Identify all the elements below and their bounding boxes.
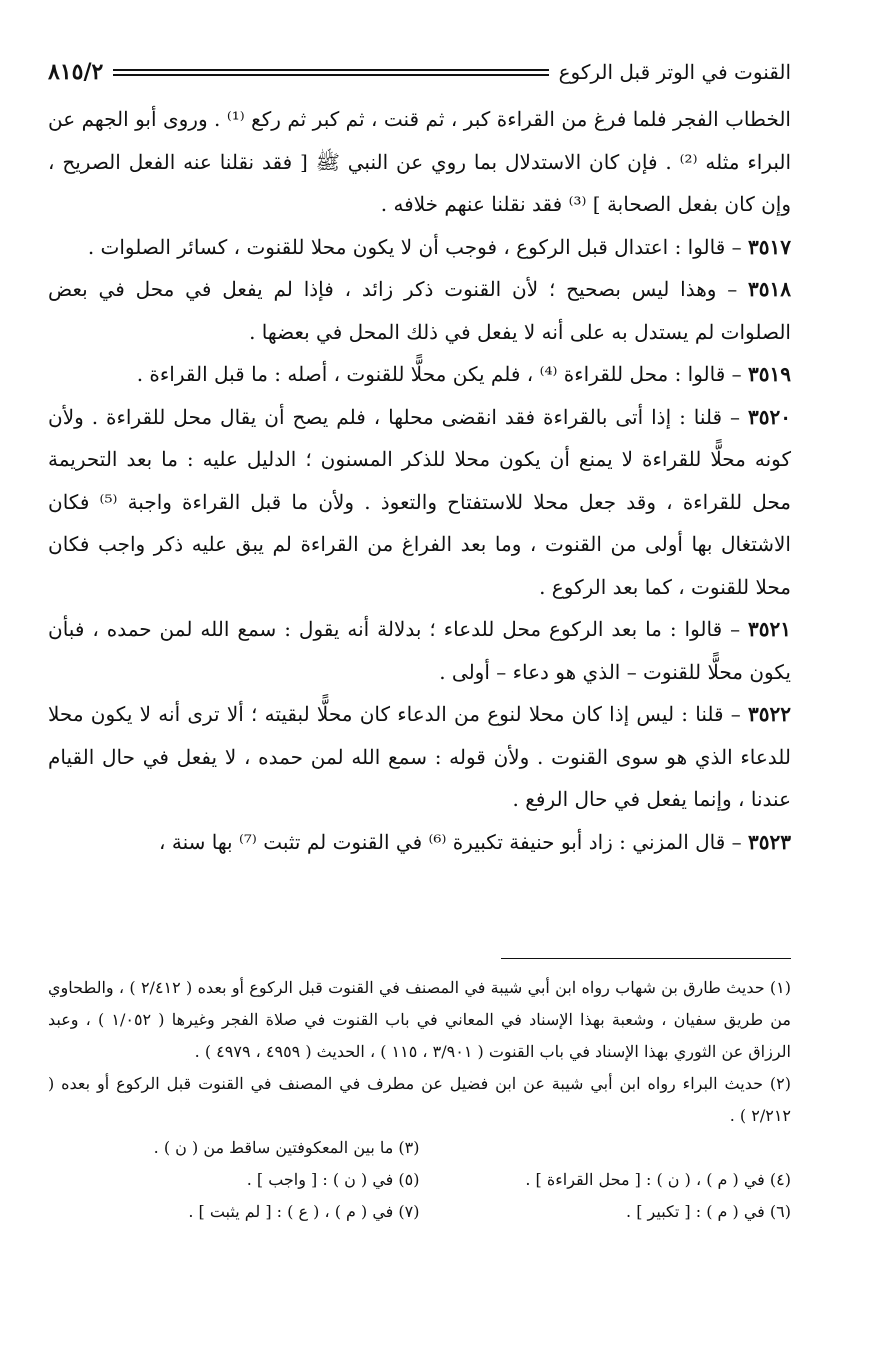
paragraph	[48, 608, 791, 693]
footnote: (٤) في ( م ) ، ( ن ) : [ محل القراءة ] .	[525, 1170, 791, 1189]
paragraph	[48, 821, 791, 864]
header-title: القنوت في الوتر قبل الركوع	[558, 60, 791, 84]
footnote: (٧) في ( م ) ، ( ع ) : [ لم يثبت ] .	[188, 1202, 420, 1221]
paragraph-number: ٣٥٢١	[748, 617, 792, 641]
footnote-row	[48, 1164, 791, 1196]
footnote-separator	[501, 958, 791, 959]
footnote-row	[48, 1132, 791, 1164]
paragraph-text: الخطاب الفجر فلما فرغ من القراءة كبر ، ثم قنت ، ثم كبر ثم ركع ⁽¹⁾ . وروى أبو الجهم عن البراء مثله ⁽²⁾ . فإن كان الاستدلال بما روي عن النبي ﷺ [ فقد نقلنا عنه الفعل الصريح ، وإن كان بفعل الصحابة ] ⁽³⁾ فقد نقلنا عنهم خلافه .	[48, 107, 792, 216]
paragraph-text: – وهذا ليس بصحيح ؛ لأن القنوت ذكر زائد ، فإذا لم يفعل في محل في بعض الصلوات لم يستدل به على أنه لا يفعل في ذلك المحل في بعضها .	[48, 277, 791, 344]
paragraph	[48, 396, 791, 609]
paragraph-number: ٣٥١٧	[748, 234, 791, 259]
footnote: (٢) حديث البراء رواه ابن أبي شيبة عن ابن فضيل عن مطرف في المصنف في القنوت قبل الركوع أو بعده ( ٢/٢١٢ ) .	[48, 1074, 791, 1125]
paragraph-text: – قالوا : محل للقراءة ⁽⁴⁾ ، فلم يكن محلًّا للقنوت ، أصله : ما قبل القراءة .	[136, 362, 749, 386]
footnote: (٣) ما بين المعكوفتين ساقط من ( ن ) .	[153, 1138, 420, 1157]
footnote: (١) حديث طارق بن شهاب رواه ابن أبي شيبة في المصنف في القنوت قبل الركوع أو بعده ( ٢/٤١٢ ) ، والطحاوي من طريق سفيان ، وشعبة بهذا الإسناد في المعاني في باب القنوت في صلاة الفجر وغيرها ( ١/٠٥٢ ) ، وعبد الرزاق عن الثوري بهذا الإسناد في باب القنوت ( ٣/٩٠١ ، ١١٥ ) ، الحديث ( ٤٩٥٩ ، ٤٩٧٩ ) .	[48, 978, 791, 1061]
paragraph-text: – قلنا : ليس إذا كان محلا لنوع من الدعاء كان محلًّا لبقيته ؛ ألا ترى أنه لا يكون محلا للدعاء الذي هو سوى القنوت . ولأن قوله : سمع الله لمن حمده ، لا يفعل في حال القيام عندنا ، وإنما يفعل في حال الرفع .	[48, 702, 791, 811]
footnote	[420, 1132, 792, 1164]
paragraph-text: – قالوا : ما بعد الركوع محل للدعاء ؛ بدلالة أنه يقول : سمع الله لمن حمده ، فبأن يكون محلًّا للقنوت – الذي هو دعاء – أولى .	[48, 617, 791, 684]
paragraph-text: – قالوا : اعتدال قبل الركوع ، فوجب أن لا يكون محلا للقنوت ، كسائر الصلوات .	[87, 234, 749, 259]
footnote: (٥) في ( ن ) : [ واجب ] .	[246, 1170, 420, 1189]
footnotes	[48, 972, 791, 1228]
running-header	[48, 52, 791, 92]
paragraph	[48, 353, 791, 396]
paragraph-number: ٣٥٢٣	[748, 829, 791, 854]
header-rule	[113, 69, 548, 76]
paragraph-number: ٣٥١٨	[748, 277, 791, 301]
page-number: ٨١٥/٢	[48, 59, 104, 85]
paragraph	[48, 268, 791, 353]
paragraph-text: – قلنا : إذا أتى بالقراءة فقد انقضى محلها ، فلم يصح أن يقال محل للقراءة . ولأن كونه محلًّا للقراءة لا يمنع أن يكون محلا للذكر المسنون ؛ الدليل عليه : ما بعد التحريمة محل للقراءة ، وقد جعل محلا للاستفتاح والتعوذ . ولأن ما قبل القراءة واجبة ⁽⁵⁾ فكان الاشتغال بها أولى من القنوت ، وما بعد الفراغ من القراءة لم يبق عليه ذكر واجب فكان محلا للقنوت ، كما بعد الركوع .	[48, 404, 792, 599]
footnote: (٦) في ( م ) : [ تكبير ] .	[626, 1202, 791, 1221]
main-text	[48, 98, 791, 863]
paragraph-text: – قال المزني : زاد أبو حنيفة تكبيرة ⁽⁶⁾ في القنوت لم تثبت ⁽⁷⁾ بها سنة ،	[159, 829, 749, 854]
paragraph	[48, 693, 791, 821]
paragraph-number: ٣٥٢٢	[748, 702, 791, 726]
paragraph	[48, 226, 791, 269]
footnote-row	[48, 1196, 791, 1228]
paragraph-number: ٣٥١٩	[748, 362, 791, 386]
paragraph-number: ٣٥٢٠	[748, 404, 791, 429]
paragraph	[48, 98, 791, 226]
